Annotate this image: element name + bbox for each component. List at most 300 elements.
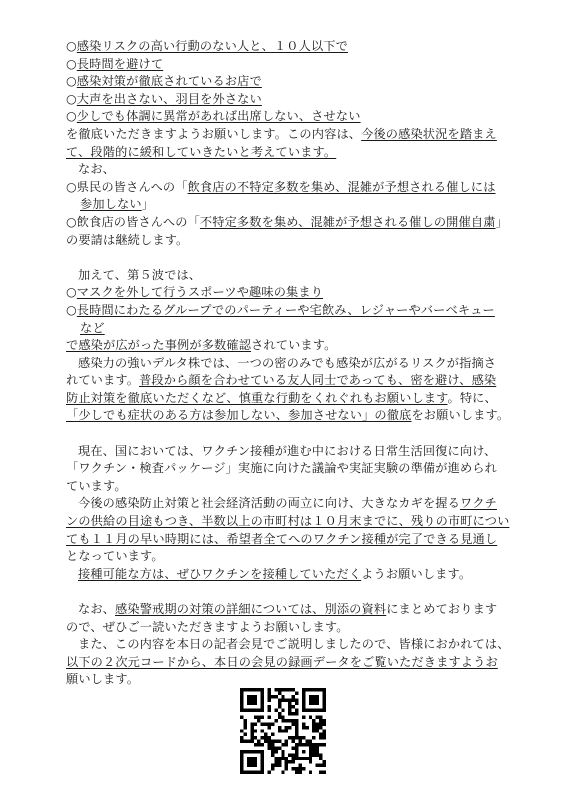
qr-module xyxy=(312,719,315,722)
text-line xyxy=(66,566,506,584)
qr-module xyxy=(281,729,284,732)
qr-module xyxy=(268,695,271,698)
qr-module xyxy=(305,726,308,729)
qr-module xyxy=(250,750,253,753)
paragraph-gap xyxy=(66,425,506,443)
text-run: を徹底いただきますようお願いします。この内容は、 xyxy=(66,126,362,141)
qr-module xyxy=(316,698,319,701)
qr-module xyxy=(268,740,271,743)
qr-module xyxy=(254,736,257,739)
qr-module xyxy=(254,771,257,774)
qr-module xyxy=(250,695,253,698)
qr-module xyxy=(240,691,243,694)
underlined-text: 感染対策が徹底されているお店で xyxy=(76,74,262,89)
qr-module xyxy=(319,736,322,739)
qr-module xyxy=(278,698,281,701)
text-line xyxy=(66,548,506,566)
qr-module xyxy=(295,736,298,739)
qr-module xyxy=(295,771,298,774)
text-line xyxy=(66,636,510,654)
qr-module xyxy=(257,750,260,753)
qr-module xyxy=(309,743,312,746)
qr-module xyxy=(302,716,305,719)
qr-module xyxy=(323,722,326,725)
qr-module xyxy=(312,750,315,753)
qr-module xyxy=(288,702,291,705)
qr-module xyxy=(302,709,305,712)
qr-module xyxy=(247,750,250,753)
text-run: ています。 xyxy=(66,478,127,493)
qr-module xyxy=(323,743,326,746)
qr-module xyxy=(309,698,312,701)
qr-module xyxy=(298,764,301,767)
qr-module xyxy=(257,743,260,746)
qr-module xyxy=(261,729,264,732)
qr-module xyxy=(261,736,264,739)
text-run: ○飲食店の皆さんへの「 xyxy=(66,214,200,229)
qr-module xyxy=(240,702,243,705)
qr-module xyxy=(261,702,264,705)
qr-module xyxy=(250,771,253,774)
text-run: ○県民の皆さんへの「 xyxy=(66,179,188,194)
qr-module xyxy=(305,740,308,743)
underlined-text: 接種可能な方は、ぜひワクチンを接種していただく xyxy=(78,566,362,581)
underlined-text: で感染が広がった事例が多数確認 xyxy=(66,338,252,353)
qr-module xyxy=(264,736,267,739)
qr-module xyxy=(250,698,253,701)
underlined-text: マスクを外して行うスポーツや趣味の集まり xyxy=(76,285,324,300)
qr-module xyxy=(312,726,315,729)
text-line xyxy=(66,513,510,531)
qr-module xyxy=(312,753,315,756)
text-run: 」 xyxy=(495,214,508,229)
text-run: 現在、国においては、ワクチン接種が進む中における日常生活回復に向け、 xyxy=(78,443,497,458)
text-run: また、この内容を本日の記者会見でご説明しましたので、皆様におかれては、 xyxy=(78,637,510,652)
qr-module xyxy=(271,722,274,725)
underlined-text: ても１１月の早い時期には、希望者全てへのワクチン接種が完了できる見通し xyxy=(66,531,498,546)
qr-module xyxy=(278,729,281,732)
qr-module xyxy=(298,757,301,760)
qr-module xyxy=(250,729,253,732)
qr-module xyxy=(292,760,295,763)
qr-module xyxy=(316,695,319,698)
qr-module xyxy=(240,716,243,719)
qr-module xyxy=(261,764,264,767)
qr-module xyxy=(278,688,281,691)
text-line xyxy=(66,232,506,250)
qr-module xyxy=(316,753,319,756)
qr-module xyxy=(243,719,246,722)
qr-module xyxy=(240,753,243,756)
qr-module xyxy=(316,764,319,767)
qr-module xyxy=(257,716,260,719)
text-line xyxy=(66,144,506,162)
qr-module xyxy=(271,695,274,698)
qr-module xyxy=(254,695,257,698)
qr-module xyxy=(264,733,267,736)
qr-module xyxy=(250,760,253,763)
qr-module xyxy=(240,698,243,701)
qr-module xyxy=(288,698,291,701)
qr-module xyxy=(309,757,312,760)
qr-module xyxy=(274,746,277,749)
qr-module xyxy=(323,729,326,732)
qr-module xyxy=(254,760,257,763)
qr-module xyxy=(254,743,257,746)
qr-module xyxy=(288,709,291,712)
qr-module xyxy=(312,729,315,732)
qr-module xyxy=(240,764,243,767)
qr-module xyxy=(278,740,281,743)
qr-module xyxy=(268,743,271,746)
qr-module xyxy=(240,757,243,760)
text-run: をお願いします。 xyxy=(411,408,510,423)
qr-module xyxy=(271,764,274,767)
qr-module xyxy=(295,729,298,732)
qr-module xyxy=(292,712,295,715)
text-run: 加えて、第５波では、 xyxy=(78,267,202,282)
qr-module xyxy=(261,691,264,694)
qr-module xyxy=(312,743,315,746)
qr-module xyxy=(247,740,250,743)
qr-module xyxy=(268,726,271,729)
text-run: ○ xyxy=(66,39,77,53)
qr-module xyxy=(250,757,253,760)
qr-module xyxy=(278,726,281,729)
qr-module xyxy=(323,736,326,739)
qr-module xyxy=(257,709,260,712)
underlined-text: 感染警戒期の対策の詳細については、別添の資料 xyxy=(115,602,387,616)
qr-module xyxy=(254,722,257,725)
qr-module xyxy=(309,746,312,749)
qr-module xyxy=(274,709,277,712)
qr-module xyxy=(302,750,305,753)
qr-module xyxy=(274,688,277,691)
qr-module xyxy=(292,719,295,722)
qr-module xyxy=(261,753,264,756)
paragraph-gap xyxy=(66,249,506,267)
text-line xyxy=(66,337,506,355)
qr-module xyxy=(302,698,305,701)
qr-module xyxy=(261,716,264,719)
qr-module xyxy=(268,722,271,725)
qr-module xyxy=(288,712,291,715)
text-line xyxy=(66,460,506,478)
qr-module xyxy=(312,746,315,749)
qr-module xyxy=(240,729,243,732)
qr-module xyxy=(285,726,288,729)
text-run: 今後の感染防止対策と社会経済活動の両立に向け、大きなカギを握る xyxy=(78,496,460,511)
qr-module xyxy=(295,726,298,729)
qr-module xyxy=(288,753,291,756)
qr-module xyxy=(250,702,253,705)
text-line xyxy=(66,73,506,91)
paragraph-gap xyxy=(66,583,506,601)
text-line xyxy=(66,196,506,214)
qr-module xyxy=(292,767,295,770)
qr-module xyxy=(323,733,326,736)
qr-module xyxy=(250,688,253,691)
text-line xyxy=(66,443,506,461)
qr-module xyxy=(295,691,298,694)
qr-module xyxy=(288,726,291,729)
qr-module xyxy=(292,722,295,725)
qr-module xyxy=(243,726,246,729)
qr-module xyxy=(240,688,243,691)
text-line xyxy=(66,654,506,672)
qr-module xyxy=(288,705,291,708)
underlined-text: 不特定多数を集め、混雑が予想される催しの開催自粛 xyxy=(199,214,496,229)
qr-module xyxy=(285,729,288,732)
qr-module xyxy=(309,753,312,756)
qr-module xyxy=(323,709,326,712)
underlined-text: て、段階的に緩和していきたいと考えています。 xyxy=(66,144,337,159)
qr-module xyxy=(281,698,284,701)
qr-module xyxy=(268,709,271,712)
text-line xyxy=(66,320,506,338)
qr-module xyxy=(250,709,253,712)
qr-module xyxy=(243,709,246,712)
qr-module xyxy=(309,709,312,712)
qr-module xyxy=(319,757,322,760)
qr-module xyxy=(285,760,288,763)
qr-module xyxy=(319,743,322,746)
qr-module xyxy=(316,726,319,729)
qr-module xyxy=(316,746,319,749)
qr-module xyxy=(281,688,284,691)
underlined-text: 普段から顔を合わせている友人同士であっても、密を避け、感染 xyxy=(139,373,497,388)
text-run: にまとめております xyxy=(386,602,498,616)
qr-module xyxy=(319,726,322,729)
qr-module xyxy=(309,771,312,774)
qr-module xyxy=(271,743,274,746)
qr-module xyxy=(288,688,291,691)
qr-module xyxy=(254,716,257,719)
underlined-text: 以下の２次元コードから、本日の会見の録画データをご覧いただきますようお xyxy=(66,654,498,669)
qr-module xyxy=(302,688,305,691)
underlined-text: 少しでも体調に異常があれば出席しない、させない xyxy=(76,109,361,124)
qr-module xyxy=(316,729,319,732)
text-line xyxy=(66,56,506,74)
qr-module xyxy=(292,746,295,749)
qr-module xyxy=(278,705,281,708)
qr-module xyxy=(295,767,298,770)
text-line xyxy=(66,284,506,302)
qr-module xyxy=(288,736,291,739)
qr-module xyxy=(247,695,250,698)
qr-module xyxy=(261,743,264,746)
qr-module xyxy=(323,698,326,701)
qr-module xyxy=(305,757,308,760)
qr-module xyxy=(295,712,298,715)
qr-module xyxy=(250,733,253,736)
qr-module xyxy=(247,702,250,705)
qr-module xyxy=(261,771,264,774)
qr-module xyxy=(319,733,322,736)
qr-module xyxy=(309,740,312,743)
qr-module xyxy=(319,709,322,712)
qr-module xyxy=(295,733,298,736)
qr-module xyxy=(298,743,301,746)
text-run: となっています。 xyxy=(66,549,164,564)
qr-module xyxy=(302,702,305,705)
underlined-text: 防止対策を徹底いただくなど、慎重な行動をくれぐれもお願いします xyxy=(66,390,448,405)
qr-module xyxy=(268,688,271,691)
qr-module xyxy=(271,753,274,756)
qr-module xyxy=(264,722,267,725)
qr-module xyxy=(281,757,284,760)
text-run: れています。 xyxy=(66,373,140,388)
qr-module xyxy=(295,757,298,760)
qr-module xyxy=(309,716,312,719)
qr-module xyxy=(323,764,326,767)
qr-module xyxy=(268,698,271,701)
qr-module xyxy=(240,750,243,753)
text-line xyxy=(66,619,506,637)
qr-module xyxy=(274,695,277,698)
qr-module xyxy=(240,695,243,698)
qr-module xyxy=(295,746,298,749)
qr-module xyxy=(281,709,284,712)
text-run: ○ xyxy=(66,302,77,317)
qr-module xyxy=(257,771,260,774)
qr-module xyxy=(243,750,246,753)
text-line xyxy=(66,214,506,232)
qr-module xyxy=(309,695,312,698)
qr-module xyxy=(240,705,243,708)
qr-module xyxy=(254,750,257,753)
text-line xyxy=(66,495,506,513)
qr-module xyxy=(278,716,281,719)
qr-module xyxy=(261,760,264,763)
qr-module xyxy=(319,753,322,756)
underlined-text: 感染リスクの高い行動のない人と、１０人以下で xyxy=(76,39,348,53)
qr-module xyxy=(247,764,250,767)
qr-module xyxy=(271,740,274,743)
text-line xyxy=(66,302,506,320)
qr-module xyxy=(243,722,246,725)
qr-module xyxy=(295,698,298,701)
qr-module xyxy=(319,688,322,691)
qr-module xyxy=(295,743,298,746)
qr-module xyxy=(274,740,277,743)
qr-module xyxy=(281,743,284,746)
qr-module xyxy=(323,705,326,708)
text-line xyxy=(66,407,510,425)
qr-module xyxy=(285,688,288,691)
qr-module xyxy=(295,753,298,756)
qr-code-icon[interactable] xyxy=(240,688,326,774)
qr-module xyxy=(302,691,305,694)
qr-module xyxy=(254,698,257,701)
qr-module xyxy=(274,719,277,722)
qr-module xyxy=(312,698,315,701)
underlined-text: 今後の感染状況を踏まえ xyxy=(361,126,497,141)
qr-module xyxy=(278,757,281,760)
underlined-text: 参加しない xyxy=(80,197,142,212)
qr-module xyxy=(302,757,305,760)
text-line xyxy=(66,372,506,390)
text-line xyxy=(66,108,506,126)
qr-module xyxy=(316,716,319,719)
qr-module xyxy=(254,688,257,691)
qr-module xyxy=(254,709,257,712)
qr-module xyxy=(254,764,257,767)
qr-module xyxy=(302,705,305,708)
qr-module xyxy=(254,729,257,732)
text-run: なお、 xyxy=(78,162,116,177)
qr-module xyxy=(305,743,308,746)
qr-module xyxy=(281,695,284,698)
qr-module xyxy=(268,705,271,708)
qr-module xyxy=(305,688,308,691)
qr-module xyxy=(295,709,298,712)
qr-module xyxy=(285,767,288,770)
qr-module xyxy=(254,757,257,760)
qr-module xyxy=(316,702,319,705)
qr-module xyxy=(240,771,243,774)
text-line xyxy=(66,161,506,179)
qr-module xyxy=(285,764,288,767)
qr-module xyxy=(274,760,277,763)
qr-module xyxy=(309,688,312,691)
qr-module xyxy=(292,757,295,760)
qr-module xyxy=(285,757,288,760)
qr-module xyxy=(240,760,243,763)
qr-module xyxy=(323,719,326,722)
qr-module xyxy=(319,719,322,722)
qr-module xyxy=(247,688,250,691)
qr-module xyxy=(257,719,260,722)
text-line xyxy=(66,671,506,689)
qr-module xyxy=(288,760,291,763)
qr-module xyxy=(261,695,264,698)
qr-module xyxy=(292,740,295,743)
qr-module xyxy=(268,746,271,749)
qr-module xyxy=(281,716,284,719)
text-run: ○ xyxy=(66,285,77,300)
qr-module xyxy=(261,709,264,712)
qr-module xyxy=(298,736,301,739)
qr-module xyxy=(247,709,250,712)
qr-module xyxy=(281,750,284,753)
qr-module xyxy=(312,695,315,698)
text-run: の要請は継続します。 xyxy=(66,232,189,247)
qr-module xyxy=(250,736,253,739)
text-run: 感染力の強いデルタ株では、一つの密のみでも感染が広がるリスクが指摘さ xyxy=(78,355,497,370)
qr-module xyxy=(281,719,284,722)
text-run: 」 xyxy=(141,197,155,212)
qr-module xyxy=(268,691,271,694)
qr-module xyxy=(312,688,315,691)
qr-module xyxy=(323,695,326,698)
text-run: 願いします。 xyxy=(66,672,140,687)
qr-module xyxy=(295,722,298,725)
qr-module xyxy=(243,771,246,774)
qr-module xyxy=(240,736,243,739)
underlined-text: 飲食店の不特定多数を集め、混雑が予想される催しには xyxy=(187,179,496,194)
qr-module xyxy=(274,764,277,767)
qr-module xyxy=(302,695,305,698)
text-run: ○ xyxy=(66,74,77,89)
qr-module xyxy=(292,698,295,701)
qr-module xyxy=(274,757,277,760)
qr-module xyxy=(261,722,264,725)
text-line xyxy=(66,531,506,549)
underlined-text: ンの供給の目途もつき、半数以上の市町村は１０月末までに、残りの市町につい xyxy=(66,514,510,529)
qr-module xyxy=(268,716,271,719)
qr-module xyxy=(281,753,284,756)
